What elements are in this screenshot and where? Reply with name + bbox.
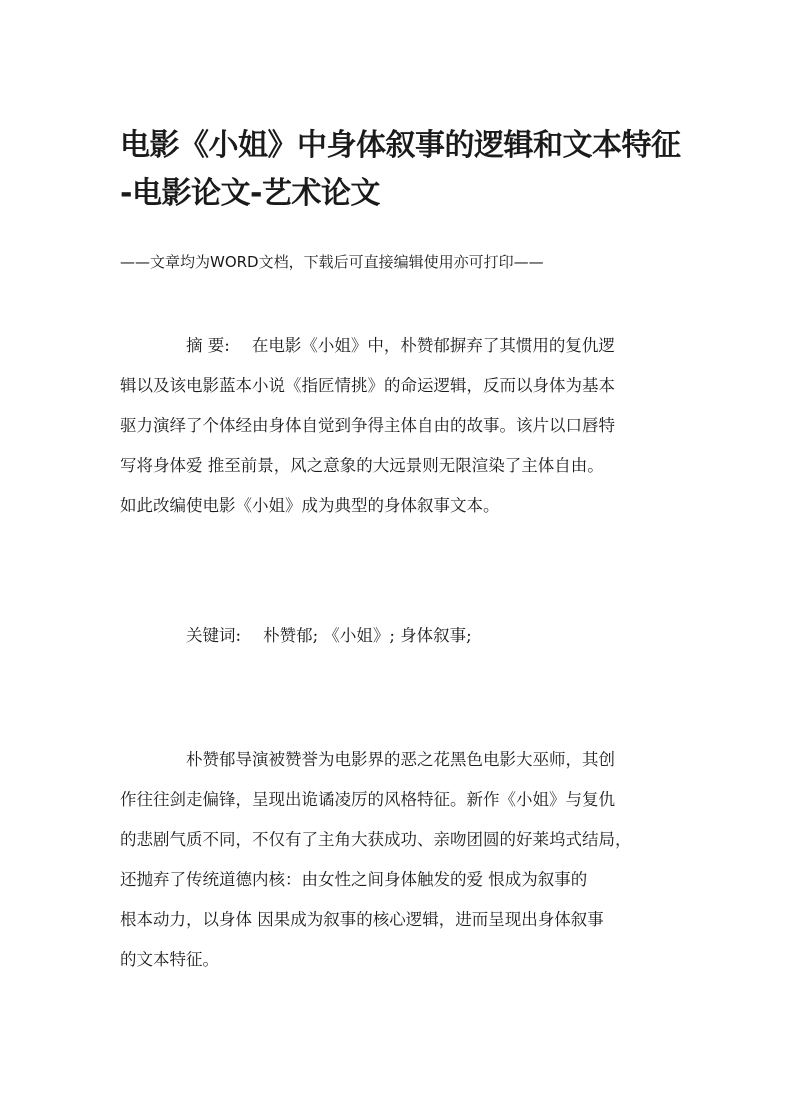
- abstract-line: 辑以及该电影蓝本小说《指匠情挑》的命运逻辑，反而以身体为基本: [120, 376, 615, 395]
- keywords-line: [186, 618, 472, 654]
- body-line: 朴赞郁导演被赞誉为电影界的恶之花黑色电影大巫师，其创: [186, 750, 615, 769]
- body-line: 作往往剑走偏锋，呈现出诡谲凌厉的风格特征。新作《小姐》与复仇: [120, 790, 615, 809]
- body-line: 根本动力，以身体 因果成为叙事的核心逻辑，进而呈现出身体叙事: [120, 910, 604, 929]
- abstract-line: [120, 326, 672, 366]
- body-line: 的文本特征。: [120, 950, 219, 969]
- abstract-line: 驱力演绎了个体经由身体自觉到争得主体自由的故事。该片以口唇特: [120, 416, 615, 435]
- body-line: 的悲剧气质不同，不仅有了主角大获成功、亲吻团圆的好莱坞式结局，: [120, 830, 632, 849]
- abstract-paragraph: [120, 326, 672, 526]
- title-line-2: -电影论文-艺术论文: [120, 176, 380, 211]
- document-subtitle: ——文章均为WORD文档，下载后可直接编辑使用亦可打印——: [120, 253, 544, 271]
- document-title: [120, 122, 680, 218]
- abstract-label: 摘 要:: [186, 336, 230, 355]
- title-line-1: 电影《小姐》中身体叙事的逻辑和文本特征: [120, 128, 681, 163]
- body-paragraph: [120, 740, 672, 980]
- keywords-label: 关键词:: [186, 626, 242, 645]
- abstract-text: 在电影《小姐》中，朴赞郁摒弃了其惯用的复仇逻: [251, 336, 615, 355]
- abstract-line: 如此改编使电影《小姐》成为典型的身体叙事文本。: [120, 496, 500, 515]
- abstract-line: 写将身体爱 推至前景，风之意象的大远景则无限渲染了主体自由。: [120, 456, 604, 475]
- body-line: 还抛弃了传统道德内核：由女性之间身体触发的爱 恨成为叙事的: [120, 870, 588, 889]
- keywords-value: 朴赞郁; 《小姐》; 身体叙事;: [263, 626, 472, 645]
